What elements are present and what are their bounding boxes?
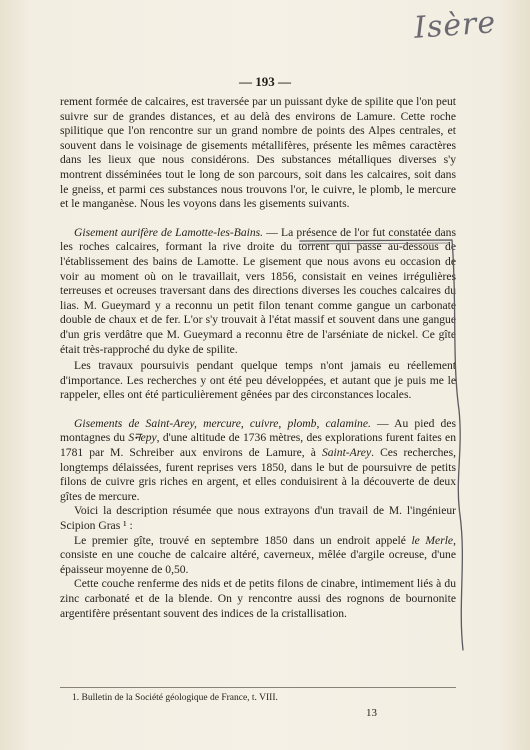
text-fragment: , consiste en une couche de calcaire altéré, caverneux, mêlée d'argile ocreuse, d'une épaisseur moyenne de 0,50. bbox=[60, 533, 456, 576]
footnote: 1. Bulletin de la Société géologique de France, t. VIII. bbox=[72, 693, 278, 703]
paragraph-description: Voici la description résumée que nous extrayons d'un travail de M. l'ingénieur Scipion Gras ¹ : bbox=[60, 504, 456, 533]
paragraph-lamotte bbox=[60, 226, 456, 357]
place-name-le-merle: le Merle bbox=[411, 533, 454, 547]
page-number: — 193 — bbox=[239, 74, 291, 89]
text-fragment: . Ces recherches, longtemps délaissées, furent reprises vers 1850, dans le but de poursuivre de petits filons de cuivre gris riches en argent, et elles conduisirent à la découverte de deux gîtes de mercure. bbox=[60, 446, 456, 503]
text-fragment: — Au pied des montagnes du bbox=[60, 416, 456, 445]
paragraph-travaux: Les travaux poursuivis pendant quelque temps n'ont jamais eu réellement d'importance. Les recherches y ont été peu développées, et autant que je puis me le rappeler, elles ont été particulièrement gênées par des circonstances locales. bbox=[60, 359, 456, 402]
paragraph-couche: Cette couche renferme des nids et de petits filons de cinabre, intimement liés à du zinc carbonaté et de la blende. On y rencontre aussi des rognons de bournonite argentifère présentant souvent des indices de la cristallisation. bbox=[60, 577, 456, 620]
section-text-lamotte: — La présence de l'or fut constatée dans les roches calcaires, formant la rive droite du torrent qui passe au-dessous de l'établissement des bains de Lamotte. Le gisement que nous avons eu occasion de voir au moment où on le travaillait, vers 1856, consistait en veines irrégulières terreuses et ocreuses traversant dans des directions diverses les couches calcaires du lias. M. Gueymard y a reconnu un petit filon tenant comme gangue un carbonate double de chaux et de fer. L'or s'y trouvait à l'état massif et souvent dans une gangue d'un gris verdâtre que M. Gueymard a reconnu être de l'arséniate de nickel. Ce gîte était très-rapproché du dyke de spilite. bbox=[60, 225, 456, 356]
paragraph-premier-gite bbox=[60, 534, 456, 578]
paragraph-saint-arey bbox=[60, 417, 456, 505]
paragraph-intro: rement formée de calcaires, est traversée par un puissant dyke de spilite que l'on peut suivre sur de grandes distances, et au delà des environs de Lamure. Cette roche spilitique que l'on rencontre sur un grand nombre de points des Alpes centrales, et souvent dans le voisinage de gisements métallifères, présente les mêmes caractères dans les lieux que nous considérons. Des substances métalliques diverses s'y montrent disséminées tout le long de son parcours, soit dans les calcaires, soit dans le gneiss, et parmi ces substances nous trouvons l'or, le cuivre, le plomb, le mercure et le manganèse. Nous les voyons dans les gisements suivants. bbox=[60, 95, 456, 211]
text-fragment: Le premier gîte, trouvé en septembre 1850 dans un endroit appelé bbox=[74, 533, 412, 547]
place-name-saint-arey: Saint-Arey bbox=[321, 446, 372, 460]
section-title-saint-arey: Gisements de Saint-Arey, mercure, cuivre, plomb, calamine. bbox=[74, 416, 371, 430]
handwritten-margin-note: Isère bbox=[412, 5, 498, 46]
body-text bbox=[60, 95, 456, 621]
text-fragment: , d'une altitude de 1736 mètres, des explorations furent faites en 1781 par M. Schreiber aux environs de Lamure, à bbox=[60, 431, 456, 460]
section-title-lamotte: Gisement aurifère de Lamotte-les-Bains. bbox=[74, 225, 264, 239]
signature-mark: 13 bbox=[366, 707, 377, 719]
footnote-rule bbox=[60, 687, 456, 688]
place-name-senepy: Sनepy bbox=[128, 431, 157, 445]
